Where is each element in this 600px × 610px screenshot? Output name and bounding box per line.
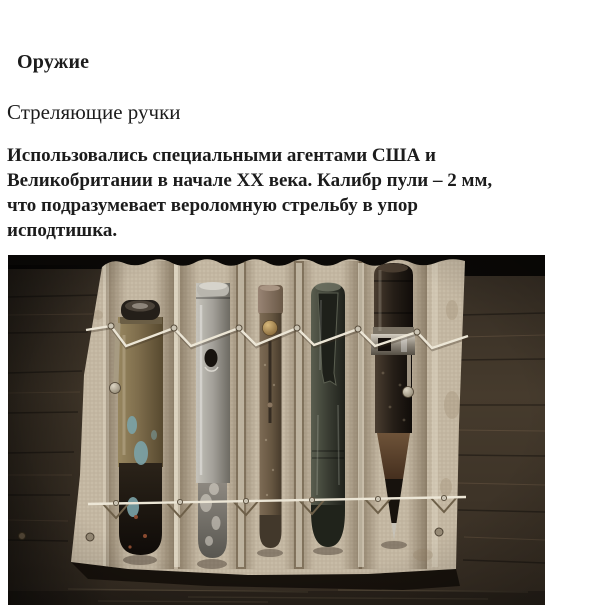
page-title: Оружие — [17, 51, 90, 73]
article-intro — [7, 143, 595, 243]
intro-line: что подразумевает вероломную стрельбу в упор — [7, 195, 418, 216]
photo-shooting-pens — [8, 255, 545, 605]
intro-line: Великобритании в начале XX века. Калибр пули – 2 мм, — [7, 170, 493, 191]
article-subtitle: Стреляющие ручки — [7, 100, 181, 124]
intro-line: исподтишка. — [7, 220, 118, 241]
intro-line: Использовались специальными агентами США и — [7, 145, 436, 166]
